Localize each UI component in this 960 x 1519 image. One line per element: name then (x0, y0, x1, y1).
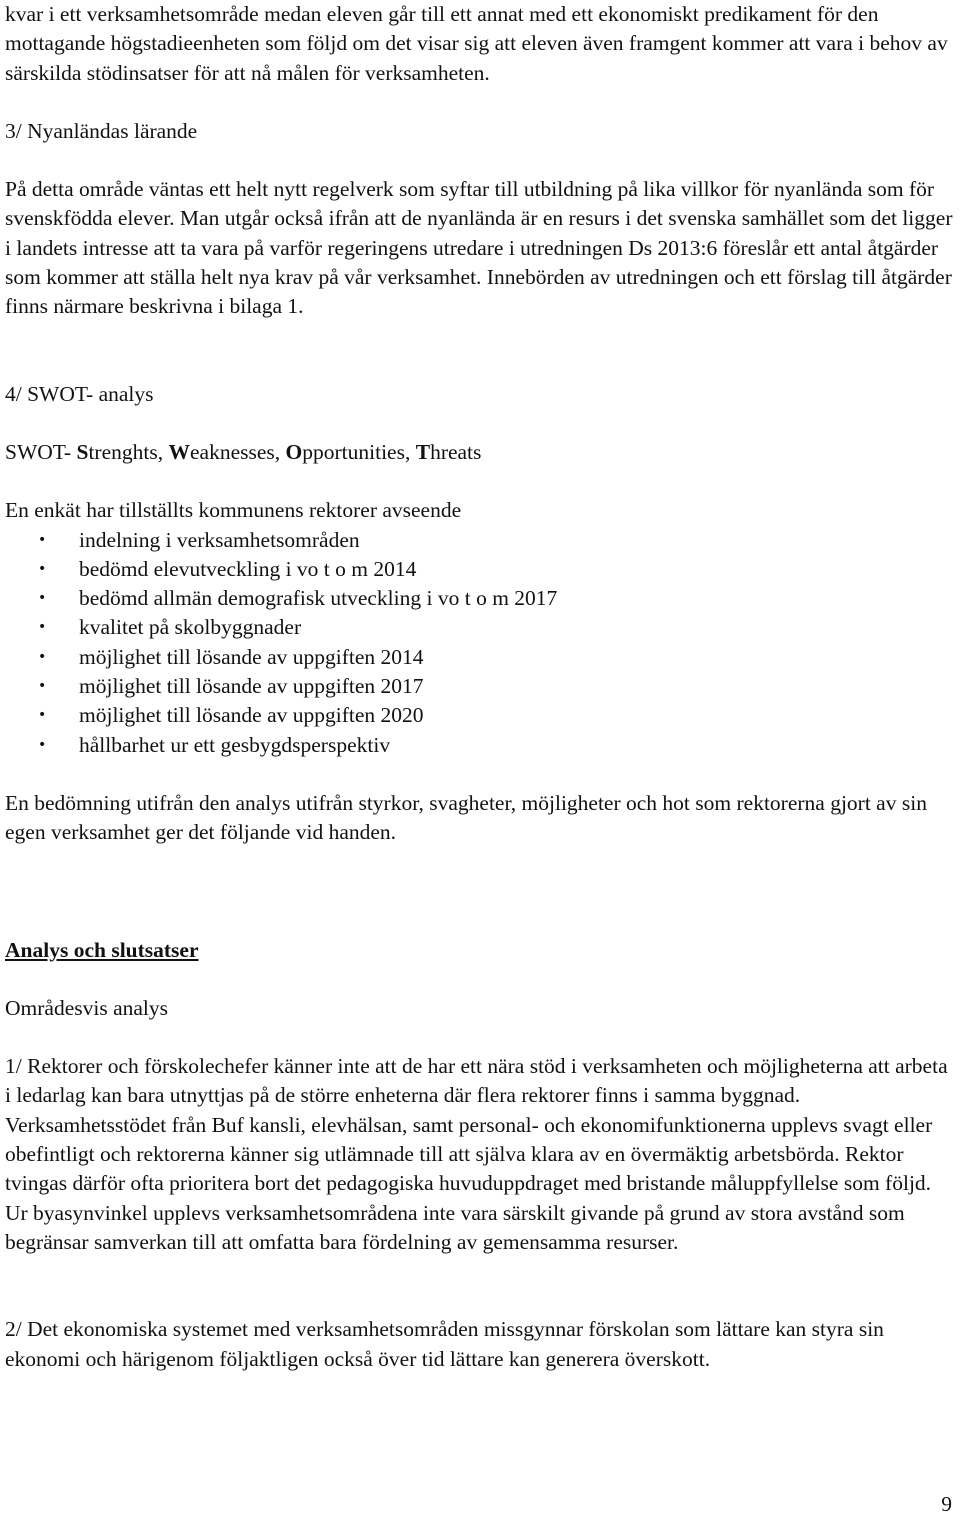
swot-rest-o: pportunities, (302, 439, 416, 464)
survey-bullet-list (5, 526, 953, 760)
section-4-heading: 4/ SWOT- analys (5, 381, 154, 406)
swot-initial-o: O (285, 439, 303, 464)
bullet-icon: • (38, 707, 47, 724)
list-item: • indelning i verksamhetsområden (5, 526, 953, 555)
intro-paragraph: kvar i ett verksamhetsområde medan eleven går till ett annat med ett ekonomiskt predikament för den mottagande högstadieenheten som följd om det visar sig att eleven även framgent kommer att vara i behov av särskilda stödinsatser för att nå målen för verksamheten. (5, 2, 948, 85)
swot-definition (5, 438, 953, 467)
section-3-heading: 3/ Nyanländas lärande (5, 118, 198, 143)
swot-initial-s: S (76, 439, 89, 464)
bullet-icon: • (38, 531, 47, 548)
swot-rest-w: eaknesses, (189, 439, 286, 464)
page-number: 9 (941, 1492, 952, 1516)
analysis-point-2: 2/ Det ekonomiska systemet med verksamhetsområden missgynnar förskolan som lättare kan styra sin ekonomi och härigenom följaktligen också över tid lättare kan generera överskott. (5, 1317, 884, 1371)
bullet-icon: • (38, 619, 47, 636)
analysis-point-1: 1/ Rektorer och förskolechefer känner inte att de har ett nära stöd i verksamheten och möjligheterna att arbeta i ledarlag kan bara utnyttjas på de större enheterna där flera rektorer finns i samma byggnad. Verksamhetsstödet från Buf kansli, elevhälsan, samt personal- och ekonomifunktionerna upplevs svagt eller obefintligt och rektorerna känner sig utlämnade till att själva klara av en övermäktig arbetsbörda. Rektor tvingas därför ofta prioritera bort det pedagogiska huvuduppdraget med bristande måluppfyllelse som följd. Ur byasynvinkel upplevs verksamhetsområdena inte vara särskilt givande på grund av stora avstånd som begränsar samverkan till att omfatta bara fördelning av gemensamma resurser. (5, 1054, 948, 1254)
document-page (5, 0, 953, 1374)
survey-intro: En enkät har tillställts kommunens rektorer avseende (5, 498, 462, 523)
bullet-icon: • (38, 678, 47, 695)
swot-rest-s: trenghts, (88, 439, 169, 464)
bullet-icon: • (38, 560, 47, 577)
analysis-heading: Analys och slutsatser (5, 937, 199, 962)
section-3-paragraph: På detta område väntas ett helt nytt regelverk som syftar till utbildning på lika villkor för nyanlända som för svenskfödda elever. Man utgår också ifrån att de nyanlända är en resurs i det svenska samhället som det ligger i landets intresse att ta vara på varför regeringens utredare i utredningen Ds 2013:6 föreslår ett antal åtgärder som kommer att ställa helt nya krav på vår verksamhet. Innebörden av utredningen och ett förslag till åtgärder finns närmare beskrivna i bilaga 1. (5, 177, 953, 319)
list-item: • möjlighet till lösande av uppgiften 2017 (5, 672, 953, 701)
bullet-icon: • (38, 736, 47, 753)
swot-rest-t: hreats (430, 439, 482, 464)
swot-conclusion: En bedömning utifrån den analys utifrån styrkor, svagheter, möjligheter och hot som rektorerna gjort av sin egen verksamhet ger det följande vid handen. (5, 790, 927, 845)
swot-initial-t: T (415, 439, 431, 464)
list-item: • hållbarhet ur ett gesbygdsperspektiv (5, 731, 953, 760)
list-item: • bedömd allmän demografisk utveckling i vo t o m 2017 (5, 584, 953, 613)
analysis-subheading: Områdesvis analys (5, 995, 169, 1020)
swot-initial-w: W (168, 439, 190, 464)
list-item: • kvalitet på skolbyggnader (5, 613, 953, 642)
swot-prefix: SWOT- (5, 439, 77, 464)
bullet-icon: • (38, 648, 47, 665)
list-item: • möjlighet till lösande av uppgiften 2014 (5, 643, 953, 672)
bullet-icon: • (38, 590, 47, 607)
list-item: • möjlighet till lösande av uppgiften 2020 (5, 701, 953, 730)
list-item: • bedömd elevutveckling i vo t o m 2014 (5, 555, 953, 584)
